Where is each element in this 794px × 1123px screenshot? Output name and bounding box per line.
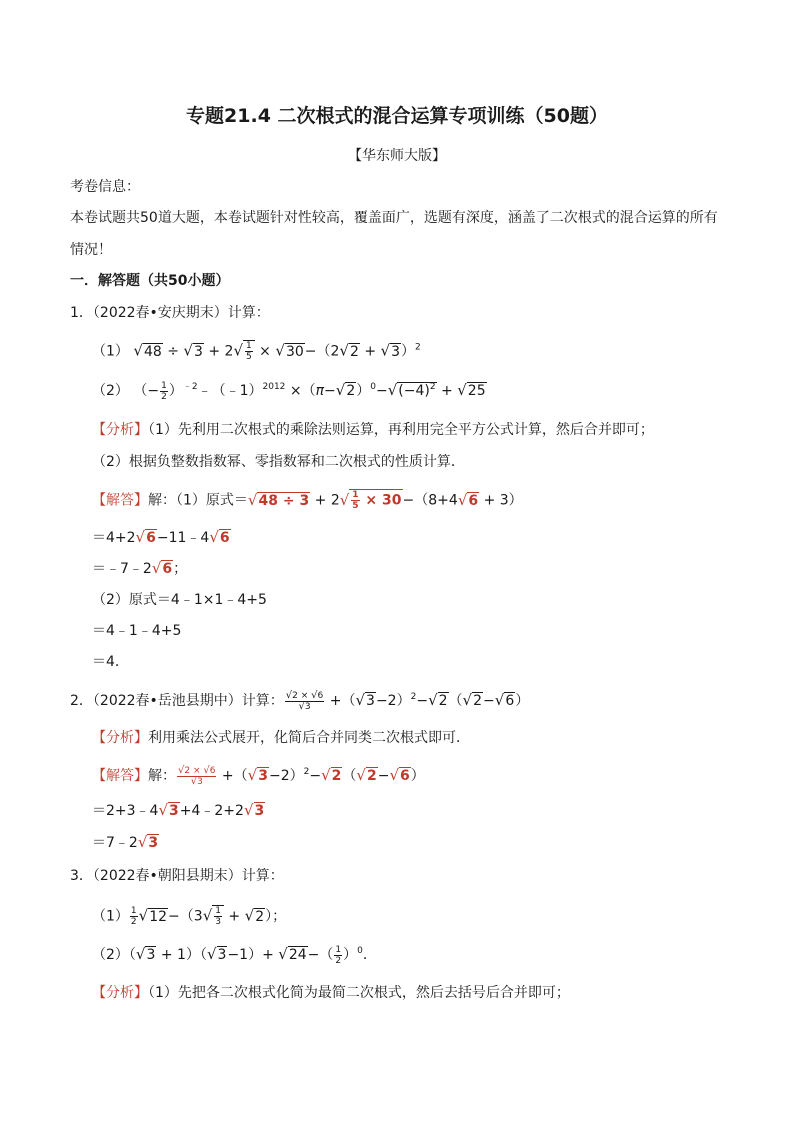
q2-stem-text: 2．（2022春•岳池县期中）计算： (70, 693, 284, 709)
q2-analysis (92, 728, 470, 748)
q3-analysis-tag: 【分析】 (92, 985, 148, 1001)
q1-analysis-tag: 【分析】 (92, 422, 148, 438)
q1-part1-label: （1） (92, 343, 129, 360)
q1-solution-part2-step: ＝4﹣1﹣4+5 (92, 623, 182, 639)
q2-analysis-text: 利用乘法公式展开，化简后合并同类二次根式即可． (148, 730, 470, 746)
q1-stem: 1．（2022春•安庆期末）计算： (70, 305, 270, 321)
q1-solution-tag: 【解答】 (92, 492, 148, 509)
q1-analysis-text: （1）先利用二次根式的乘除法则运算，再利用完全平方公式计算，然后合并即可； (148, 422, 654, 438)
q1-part2-expression: （2） （− $\frac{1}{2}$ ）$^{﹣2}$﹣（﹣1）$^{2012}$ $\times(\pi-√2)^0-√(-4)^2 + √25$ (92, 380, 486, 402)
q1-solution-prefix: 解：（1）原式＝ (148, 492, 248, 509)
exam-info-label: 考卷信息： (70, 179, 140, 195)
q3-part1-label: （1） (92, 908, 129, 925)
q1-analysis-2: （2）根据负整数指数幂、零指数幂和二次根式的性质计算． (92, 454, 465, 470)
q3-part2-label: （2） (92, 947, 129, 963)
q2-solution-tag: 【解答】 (92, 768, 148, 784)
q3-analysis (92, 983, 570, 1003)
q1-part1-expression: （1） √48 ÷ √3 + 2√ $\frac{1}{5}$ × $√30-(2√2 + √3)^2$ (92, 341, 421, 362)
q2-solution-prefix: 解： (148, 768, 176, 784)
q1-solution-step2: ＝﹣7﹣2√6； (92, 559, 188, 577)
q3-analysis-text: （1）先把各二次根式化简为最简二次根式，然后去括号后合并即可； (148, 985, 570, 1001)
exam-info-text-1: 本卷试题共50道大题，本卷试题针对性较高，覆盖面广，选题有深度，涵盖了二次根式的混合运算的所有 (70, 210, 718, 226)
q2-stem: 2．（2022春•岳池县期中）计算： $\frac{√2 \times √6}{√3}$ $+(√3-2)^2-√2(√2-√6)$ (70, 689, 530, 712)
q1-solution-part2-result: ＝4． (92, 654, 129, 670)
q3-part2-expression: （2）（√3 + 1）（√3−1）+ √24−（ $\frac{1}{2}$ ）$^0$． (92, 944, 377, 966)
q2-solution-step1: ＝2+3﹣4√3+4﹣2+2√3 (92, 801, 265, 819)
q1-analysis-1 (92, 420, 654, 440)
q3-stem: 3．（2022春•朝阳县期末）计算： (70, 868, 284, 884)
q2-solution: 【解答】解： $\frac{√2 \times √6}{√3}$ $+(√3-2)^2-√2(√2-√6)$ (92, 764, 425, 787)
q2-analysis-tag: 【分析】 (92, 730, 148, 746)
section-heading: 一．解答题（共50小题） (70, 273, 230, 289)
page-title: 专题21.4 二次根式的混合运算专项训练（50题） (186, 105, 608, 127)
q1-part2-label: （2） (92, 383, 129, 399)
q3-part1-expression: （1） $\frac{1}{2}$ √12−（3√ $\frac{1}{3}$ + √2）； (92, 906, 287, 927)
exam-info-text-2: 情况！ (70, 242, 112, 258)
q2-solution-step2: ＝7﹣2√3 (92, 833, 159, 851)
edition-label: 【华东师大版】 (348, 148, 446, 164)
q1-solution-step1: ＝4+2√6−11﹣4√6 (92, 528, 230, 546)
q1-solution-1: 【解答】解：（1）原式＝√48 ÷ 3 + 2√ $\frac{1}{5}$ × 30−（8+4√6 + 3） (92, 490, 523, 511)
q1-solution-part2: （2）原式＝4﹣1×1﹣4+5 (92, 592, 267, 608)
